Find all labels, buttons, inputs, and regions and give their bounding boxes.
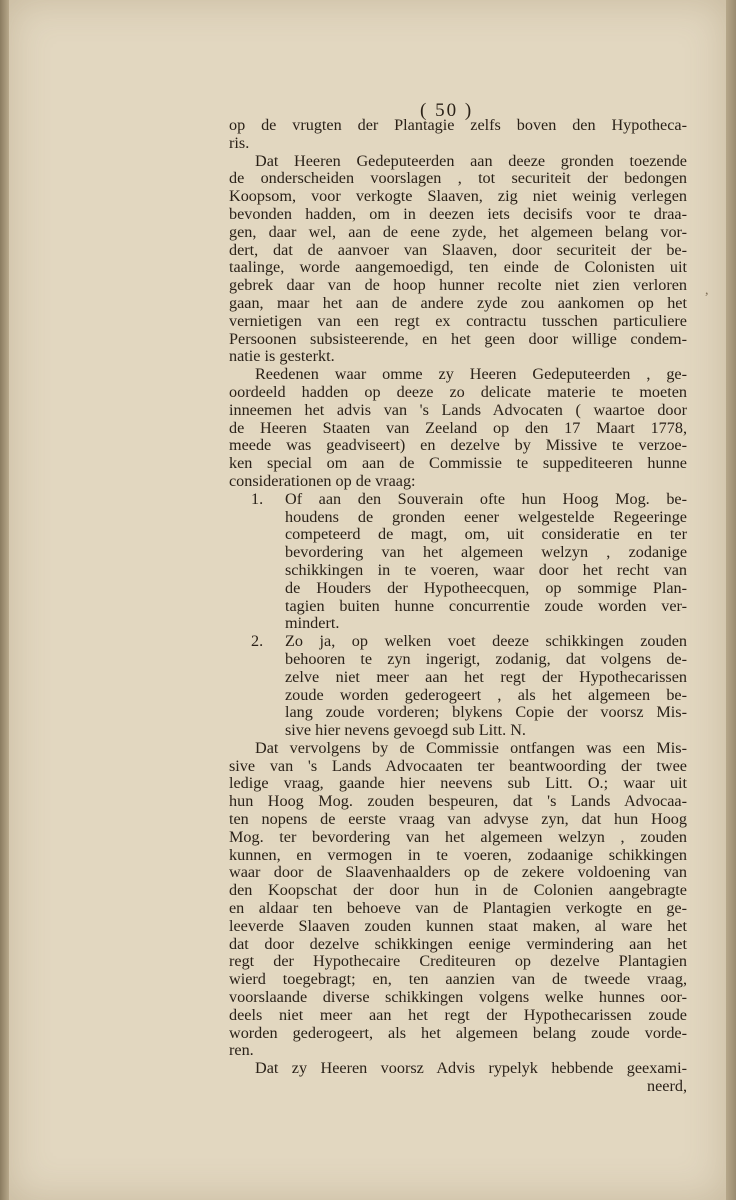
text-line <box>229 224 687 242</box>
line-text: voorslaande diverse schikkingen volgens welke hunnes oor- <box>229 988 687 1007</box>
line-text: ren. <box>229 1041 254 1060</box>
text-line <box>229 651 687 669</box>
line-text: zoude worden gederogeert , als het algemeen be- <box>285 685 687 704</box>
line-text: natie is gesterkt. <box>229 347 335 366</box>
text-line <box>229 971 687 989</box>
line-text: neerd, <box>647 1077 687 1096</box>
text-line <box>229 242 687 260</box>
text-line <box>229 277 687 295</box>
text-line <box>229 918 687 936</box>
line-text: Dat vervolgens by de Commissie ontfangen was een Mis- <box>255 738 687 757</box>
page-number: ( 50 ) <box>420 100 474 121</box>
line-text: schikkingen in te voeren, waar door het recht van <box>285 560 687 579</box>
line-text: Reedenen waar omme zy Heeren Gedeputeerden , ge- <box>255 365 687 384</box>
text-line <box>229 526 687 544</box>
line-text: houdens de gronden eener welgestelde Regeeringe <box>285 507 687 526</box>
text-line <box>229 384 687 402</box>
line-text: competeerd de magt, om, uit consideratie en ter <box>285 525 687 544</box>
text-line <box>229 598 687 616</box>
line-text: oordeeld hadden op deeze zo delicate materie te moeten <box>229 382 687 401</box>
line-text: wierd toegebragt; en, ten aanzien van de tweede vraag, <box>229 970 687 989</box>
line-text: Of aan den Souverain ofte hun Hoog Mog. be- <box>285 489 687 508</box>
line-text: Dat zy Heeren voorsz Advis rypelyk hebbende geexami- <box>255 1059 687 1078</box>
line-text: Persoonen subsisteerende, en het geen door willige condem- <box>229 329 687 348</box>
line-text: lang zoude vorderen; blykens Copie der voorsz Mis- <box>285 703 687 722</box>
text-line <box>229 562 687 580</box>
line-text: dert, dat de aanvoer van Slaaven, door securiteit der be- <box>229 240 687 259</box>
text-line <box>229 153 687 171</box>
line-text: de Houders der Hypotheecquen, op sommige Plan- <box>285 578 687 597</box>
line-text: ken special om aan de Commissie te suppediteeren hunne <box>229 454 687 473</box>
text-line <box>229 758 687 776</box>
text-line <box>229 580 687 598</box>
text-line <box>229 420 687 438</box>
line-text: Koopsom, voor verkogte Slaaven, zig niet weinig verlegen <box>229 187 687 206</box>
text-line <box>229 882 687 900</box>
text-line <box>229 455 687 473</box>
text-line <box>229 633 687 651</box>
page-edge <box>726 0 736 1200</box>
line-text: kunnen, en vermogen in te voeren, zodaanige schikkingen <box>229 845 687 864</box>
text-line <box>229 722 687 740</box>
line-text: deels niet meer aan het regt der Hypothecarissen zoude <box>229 1005 687 1024</box>
text-line <box>229 900 687 918</box>
text-line <box>229 1078 687 1096</box>
line-text: en aldaar ten behoeve van de Plantagien verkogte en ge- <box>229 899 687 918</box>
text-line <box>229 313 687 331</box>
line-text: sive hier nevens gevoegd sub Litt. N. <box>285 721 526 740</box>
text-line <box>229 259 687 277</box>
line-text: den Koopschat der door hun in de Colonien aangebragte <box>229 881 687 900</box>
text-line <box>229 864 687 882</box>
text-line <box>229 348 687 366</box>
text-line <box>229 544 687 562</box>
line-text: bevonden hadden, om in deezen iets decisifs voor te draa- <box>229 204 687 223</box>
text-line <box>229 509 687 527</box>
text-line <box>229 1042 687 1060</box>
text-line <box>229 491 687 509</box>
text-line <box>229 953 687 971</box>
text-line <box>229 295 687 313</box>
text-line <box>229 473 687 491</box>
line-text: op de vrugten der Plantagie zelfs boven den Hypotheca- <box>229 116 687 134</box>
line-text: de Heeren Staaten van Zeeland op den 17 Maart 1778, <box>229 418 687 437</box>
book-spine <box>0 0 9 1200</box>
text-line <box>229 936 687 954</box>
text-line <box>229 811 687 829</box>
list-number: 2. <box>251 632 264 651</box>
text-line <box>229 1007 687 1025</box>
margin-mark: , <box>705 283 709 298</box>
line-text: considerationen op de vraag: <box>229 471 416 490</box>
line-text: waar door de Slaavenhaalders op de zekere voldoening van <box>229 863 687 882</box>
text-line <box>229 1025 687 1043</box>
line-text: Dat Heeren Gedeputeerden aan deeze gronden toezende <box>255 151 687 170</box>
line-text: vernietigen van een regt ex contractu tusschen particuliere <box>229 311 687 330</box>
text-line <box>229 402 687 420</box>
text-line <box>229 847 687 865</box>
text-line <box>229 687 687 705</box>
line-text: worden gederogeert, als het algemeen belang zoude vorde- <box>229 1023 687 1042</box>
line-text: ten nopens de eerste vraag van advyse zyn, dat hun Hoog <box>229 810 687 829</box>
text-line <box>229 170 687 188</box>
text-line <box>229 704 687 722</box>
text-line <box>229 366 687 384</box>
line-text: Zo ja, op welken voet deeze schikkingen zouden <box>285 632 687 651</box>
line-text: inneemen het advis van 's Lands Advocaten ( waartoe door <box>229 400 687 419</box>
text-line <box>229 793 687 811</box>
line-text: tagien buiten hunne concurrentie zoude worden ver- <box>285 596 687 615</box>
text-line <box>229 331 687 349</box>
line-text: sive van 's Lands Advocaaten ter beantwoording der twee <box>229 756 687 775</box>
line-text: meede was geadviseert) en dezelve by Missive te verzoe- <box>229 436 687 455</box>
line-text: leeverde Slaaven zouden kunnen staat maken, al ware het <box>229 916 687 935</box>
text-line <box>229 669 687 687</box>
line-text: de onderscheiden voorslagen , tot securiteit der bedongen <box>229 169 687 188</box>
text-line <box>229 989 687 1007</box>
line-text: hun Hoog Mog. zouden bespeuren, dat 's Lands Advocaa- <box>229 792 687 811</box>
text-line <box>229 829 687 847</box>
line-text: ris. <box>229 133 250 152</box>
line-text: regt der Hypothecaire Crediteuren op dezelve Plantagien <box>229 952 687 971</box>
line-text: dat door dezelve schikkingen eenige vermindering aan het <box>229 934 687 953</box>
text-line <box>229 437 687 455</box>
line-text: gebrek daar van de hoop hunner recolte niet zien verloren <box>229 276 687 295</box>
text-line <box>229 775 687 793</box>
line-text: gen, daar wel, aan de eene zyde, het algemeen belang vor- <box>229 222 687 241</box>
text-line <box>229 740 687 758</box>
body-text <box>229 117 687 1096</box>
line-text: gaan, maar het aan de andere zyde zou aankomen op het <box>229 293 687 312</box>
line-text: bevordering van het algemeen welzyn , zodanige <box>285 543 687 562</box>
line-text: behooren te zyn ingerigt, zodanig, dat volgens de- <box>285 649 687 668</box>
text-line <box>229 135 687 153</box>
line-text: zelve niet meer aan het regt der Hypothecarissen <box>285 667 687 686</box>
text-line <box>229 1060 687 1078</box>
text-line <box>229 206 687 224</box>
line-text: mindert. <box>285 614 340 633</box>
text-line <box>229 188 687 206</box>
line-text: taalinge, worde aangemoedigd, ten einde de Colonisten uit <box>229 258 687 277</box>
list-number: 1. <box>251 489 264 508</box>
line-text: ledige vraag, gaande hier neevens sub Litt. O.; waar uit <box>229 774 687 793</box>
line-text: Mog. ter bevordering van het algemeen welzyn , zouden <box>229 827 687 846</box>
text-line <box>229 615 687 633</box>
text-line <box>229 117 687 135</box>
